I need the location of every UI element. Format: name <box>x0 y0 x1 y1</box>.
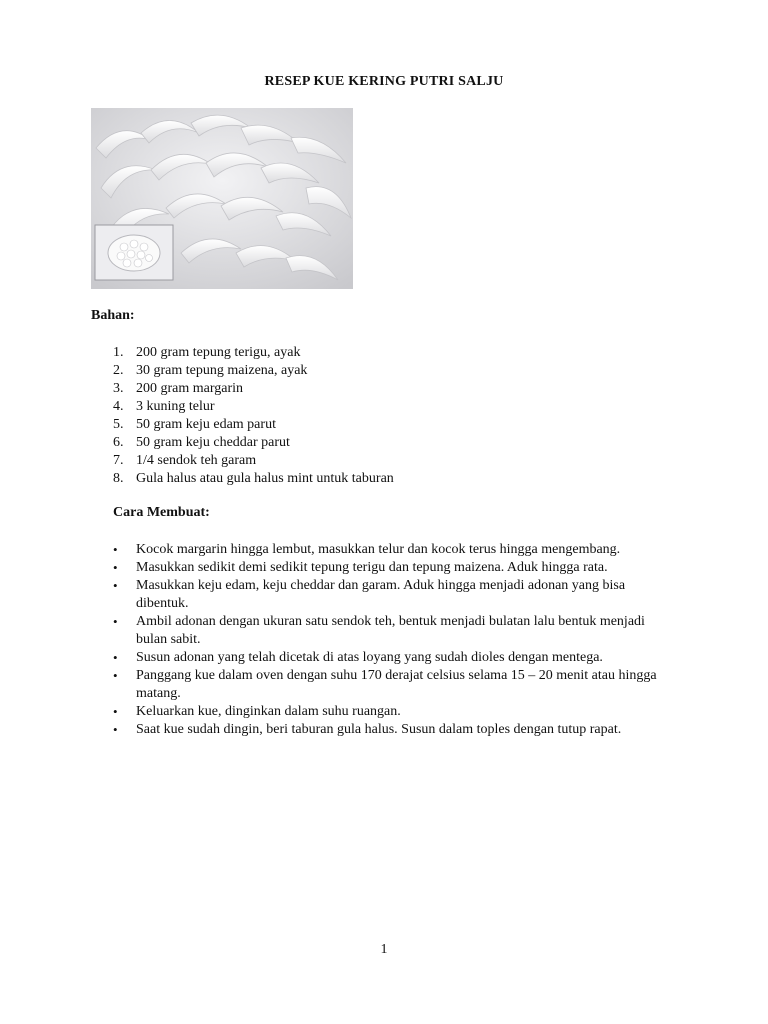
list-item <box>113 362 673 380</box>
bullet-icon: • <box>113 704 118 719</box>
list-item <box>113 721 673 739</box>
list-item <box>113 559 673 577</box>
step-text: Susun adonan yang telah dicetak di atas loyang yang sudah dioles dengan mentega. <box>136 650 603 665</box>
list-item <box>113 380 673 398</box>
list-item <box>113 452 673 470</box>
list-item <box>113 541 673 559</box>
item-number: 6. <box>113 435 124 450</box>
bullet-icon: • <box>113 560 118 575</box>
item-number: 2. <box>113 363 124 378</box>
item-number: 1. <box>113 345 124 360</box>
bullet-icon: • <box>113 578 118 593</box>
step-text: Ambil adonan dengan ukuran satu sendok teh, bentuk menjadi bulatan lalu bentuk menjadi bulan sabit. <box>136 614 645 647</box>
step-text: Keluarkan kue, dinginkan dalam suhu ruangan. <box>136 704 401 719</box>
item-number: 4. <box>113 399 124 414</box>
item-text: 3 kuning telur <box>136 399 215 414</box>
bullet-icon: • <box>113 542 118 557</box>
step-text: Masukkan keju edam, keju cheddar dan garam. Aduk hingga menjadi adonan yang bisa dibentuk. <box>136 578 626 611</box>
bullet-icon: • <box>113 650 118 665</box>
bullet-icon: • <box>113 722 118 737</box>
item-number: 8. <box>113 471 124 486</box>
list-item <box>113 398 673 416</box>
method-heading: Cara Membuat: <box>113 505 210 520</box>
steps-list <box>113 541 673 739</box>
ingredients-heading: Bahan: <box>91 308 135 323</box>
step-text: Saat kue sudah dingin, beri taburan gula halus. Susun dalam toples dengan tutup rapat. <box>136 722 622 737</box>
item-number: 3. <box>113 381 124 396</box>
item-text: 1/4 sendok teh garam <box>136 453 257 468</box>
item-text: 200 gram tepung terigu, ayak <box>136 345 301 360</box>
item-text: 200 gram margarin <box>136 381 244 396</box>
list-item <box>113 649 673 667</box>
item-text: 50 gram keju cheddar parut <box>136 435 290 450</box>
item-text: 30 gram tepung maizena, ayak <box>136 363 308 378</box>
page-number: 1 <box>380 942 388 957</box>
item-number: 7. <box>113 453 124 468</box>
step-text: Panggang kue dalam oven dengan suhu 170 derajat celsius selama 15 – 20 menit atau hingga matang. <box>136 668 657 701</box>
list-item <box>113 344 673 362</box>
list-item <box>113 470 673 488</box>
list-item <box>113 667 673 703</box>
document-title: RESEP KUE KERING PUTRI SALJU <box>264 74 504 89</box>
list-item <box>113 703 673 721</box>
step-text: Masukkan sedikit demi sedikit tepung terigu dan tepung maizena. Aduk hingga rata. <box>136 560 608 575</box>
list-item <box>113 577 673 613</box>
item-number: 5. <box>113 417 124 432</box>
item-text: Gula halus atau gula halus mint untuk taburan <box>136 471 394 486</box>
list-item <box>113 434 673 452</box>
bullet-icon: • <box>113 614 118 629</box>
list-item <box>113 416 673 434</box>
item-text: 50 gram keju edam parut <box>136 417 276 432</box>
list-item <box>113 613 673 649</box>
bullet-icon: • <box>113 668 118 683</box>
ingredients-list <box>113 344 673 488</box>
step-text: Kocok margarin hingga lembut, masukkan telur dan kocok terus hingga mengembang. <box>136 542 621 557</box>
cookie-photo <box>91 108 353 289</box>
